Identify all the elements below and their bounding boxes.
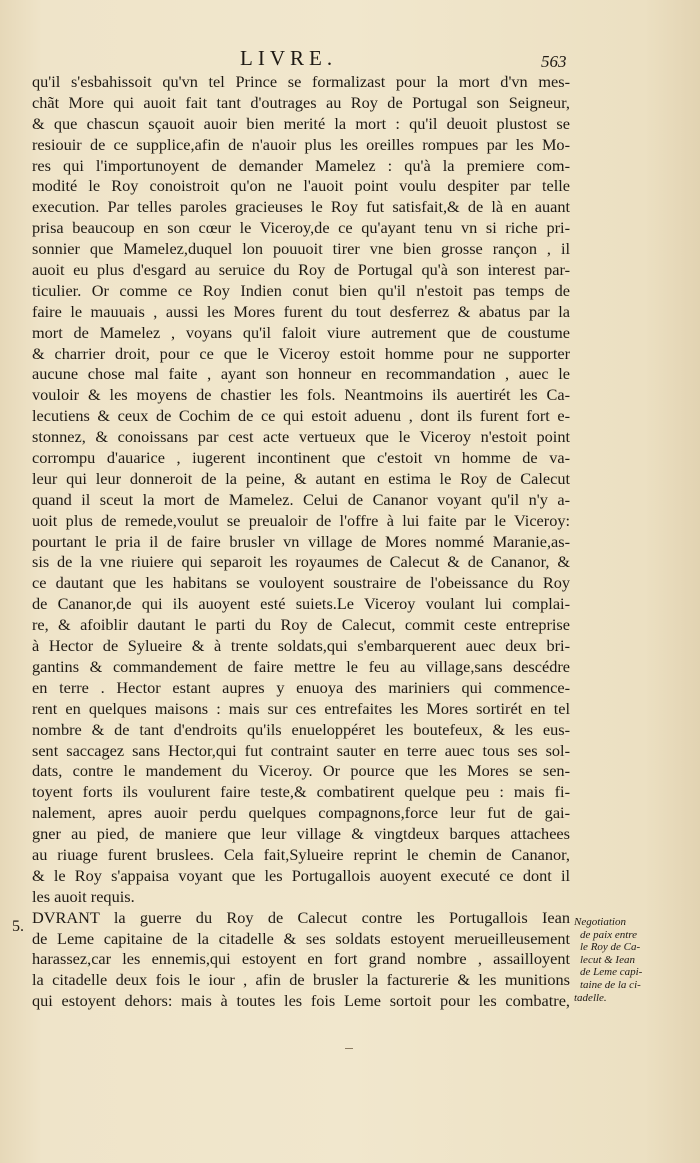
text-line: res qui l'importunoyent de demander Mamelez : qu'à la premiere com- — [32, 155, 570, 175]
text-line: corrompu d'auarice , iugerent incontinent que c'estoit vn homme de va- — [32, 448, 570, 468]
body-text — [32, 72, 570, 1012]
text-line: de Cananor,de qui ils auoyent esté suiets.Le Viceroy voulant lui complai- — [32, 594, 570, 614]
text-line: re, & afoiblir dautant le parti du Roy de Calecut, commit ceste entreprise — [32, 615, 570, 635]
text-line: ticulier. Or comme ce Roy Indien conut bien qu'il n'estoit pas temps de — [32, 280, 570, 300]
text-line: harassez,car les ennemis,qui estoyent en fort grand nombre , assailloyent — [32, 949, 570, 969]
margin-note-line: de paix entre — [580, 928, 638, 941]
text-line: dats, contre le mandement du Viceroy. Or pource que les Mores se sen- — [32, 761, 570, 781]
text-line: resiouir de ce supplice,afin de n'auoir plus les oreilles rompues par les Mo- — [32, 134, 570, 154]
text-line: chãt More qui auoit fait tant d'outrages au Roy de Portugal son Seigneur, — [32, 92, 570, 112]
text-line: & le Roy s'appaisa voyant que les Portugallois auoyent executé ce dont il — [32, 865, 570, 885]
text-line: & que chascun sçauoit auoir bien merité la mort : qu'il deuoit plustost se — [32, 113, 570, 133]
text-line: sent saccagez sans Hector,qui fut contraint sauter en terre auec tous ses sol- — [32, 740, 570, 760]
page-number: 563 — [541, 52, 567, 71]
text-line: nombre & de tant d'endroits qu'ils enueloppéret les boutefeux, & les eus- — [32, 719, 570, 739]
text-line: uoit plus de remede,voulut se preualoir de l'offre à lui faite par le Viceroy: — [32, 510, 570, 530]
text-line: rent en quelques maisons : mais sur ces entrefaites les Mores sortirét en tel — [32, 698, 570, 718]
text-line: qu'il s'esbahissoit qu'vn tel Prince se formalizast pour la mort d'vn mes- — [32, 72, 570, 91]
margin-note-line: taine de la ci- — [580, 978, 641, 991]
text-line: sonnier que Mamelez,duquel lon pouuoit tirer vne bien grosse rançon , il — [32, 239, 570, 259]
margin-note — [574, 916, 674, 1004]
page-mark — [345, 1048, 353, 1049]
text-line: prisa beaucoup en son cœur le Viceroy,de ce qu'ayant tenu vn si riche pri- — [32, 218, 570, 238]
text-line: faire le mauuais , aussi les Mores furent du tout desferrez & abatus par la — [32, 301, 570, 321]
text-line: nalement, apres auoir perdu quelques compagnons,force leur fut de gai- — [32, 803, 570, 823]
margin-note-line: Negotiation — [574, 916, 626, 928]
text-line: les auoit requis. — [32, 886, 135, 906]
text-line: aucune chose mal faite , ayant son honneur en recommandation , auec le — [32, 364, 570, 384]
text-line: en terre . Hector estant aupres y enuoya des mariniers qui commence- — [32, 677, 570, 697]
text-line: pourtant le pria il de faire brusler vn village de Mores nommé Maranie,as- — [32, 531, 570, 551]
margin-note-line: lecut & Iean — [580, 953, 635, 966]
text-line: stonnez, & conoissans par cest acte vertueux que le Viceroy n'estoit point — [32, 427, 570, 447]
text-line: leur qui leur donneroit de la peine, & autant en estima le Roy de Calecut — [32, 468, 570, 488]
text-line: & charrier droit, pour ce que le Viceroy estoit homme pour ne supporter — [32, 343, 570, 363]
section-number: 5. — [12, 918, 24, 935]
text-line: quand il sceut la mort de Mamelez. Celui de Cananor voyant qu'il n'y a- — [32, 489, 570, 509]
text-line: la citadelle deux fois le iour , afin de brusler la facturerie & les munitions — [32, 970, 570, 990]
text-line: sis de la vne riuiere qui separoit les royaumes de Calecut & de Cananor, & — [32, 552, 570, 572]
text-line: gner au pied, de maniere que leur village & vingtdeux barques attachees — [32, 824, 570, 844]
text-line: à Hector de Sylueire & à trente soldats,qui s'embarquerent auec deux bri- — [32, 636, 570, 656]
text-line: DVRANT la guerre du Roy de Calecut contre les Portugallois Iean — [32, 907, 570, 927]
margin-note-line: de Leme capi- — [580, 966, 643, 979]
text-line: au riuage furent bruslees. Cela fait,Sylueire reprint le chemin de Cananor, — [32, 844, 570, 864]
text-line: qui estoyent dehors: mais à toutes les fois Leme sortoit pour les combatre, — [32, 991, 570, 1011]
margin-note-line: le Roy de Ca- — [580, 941, 641, 954]
text-line: execution. Par telles paroles gracieuses le Roy fut satisfait,& de là en auant — [32, 197, 570, 217]
text-line: lecutiens & ceux de Cochim de ce qui estoit aduenu , dont ils furent fort e- — [32, 406, 570, 426]
text-line: toyent forts ils voulurent faire teste,& combatirent quelque peu : mais fi- — [32, 782, 570, 802]
text-line: auoit eu plus d'esgard au seruice du Roy de Portugal qu'à son interest par- — [32, 260, 570, 280]
margin-note-line: tadelle. — [574, 991, 607, 1004]
text-line: de Leme capitaine de la citadelle & ses soldats estoyent merueilleusement — [32, 928, 570, 948]
text-line: vouloir & les moyens de chastier les fols. Neantmoins ils auertirét les Ca- — [32, 385, 570, 405]
text-line: mort de Mamelez , voyans qu'il faloit viure autrement que de coustume — [32, 322, 570, 342]
running-head: LIVRE. — [240, 46, 338, 70]
text-line: modité le Roy conoistroit qu'on ne l'auoit point voulu despiter par telle — [32, 176, 570, 196]
text-line: ce dautant que les habitans se vouloyent soustraire de l'obeissance du Roy — [32, 573, 570, 593]
text-line: gantins & commandement de faire mettre le feu au village,sans descédre — [32, 656, 570, 676]
